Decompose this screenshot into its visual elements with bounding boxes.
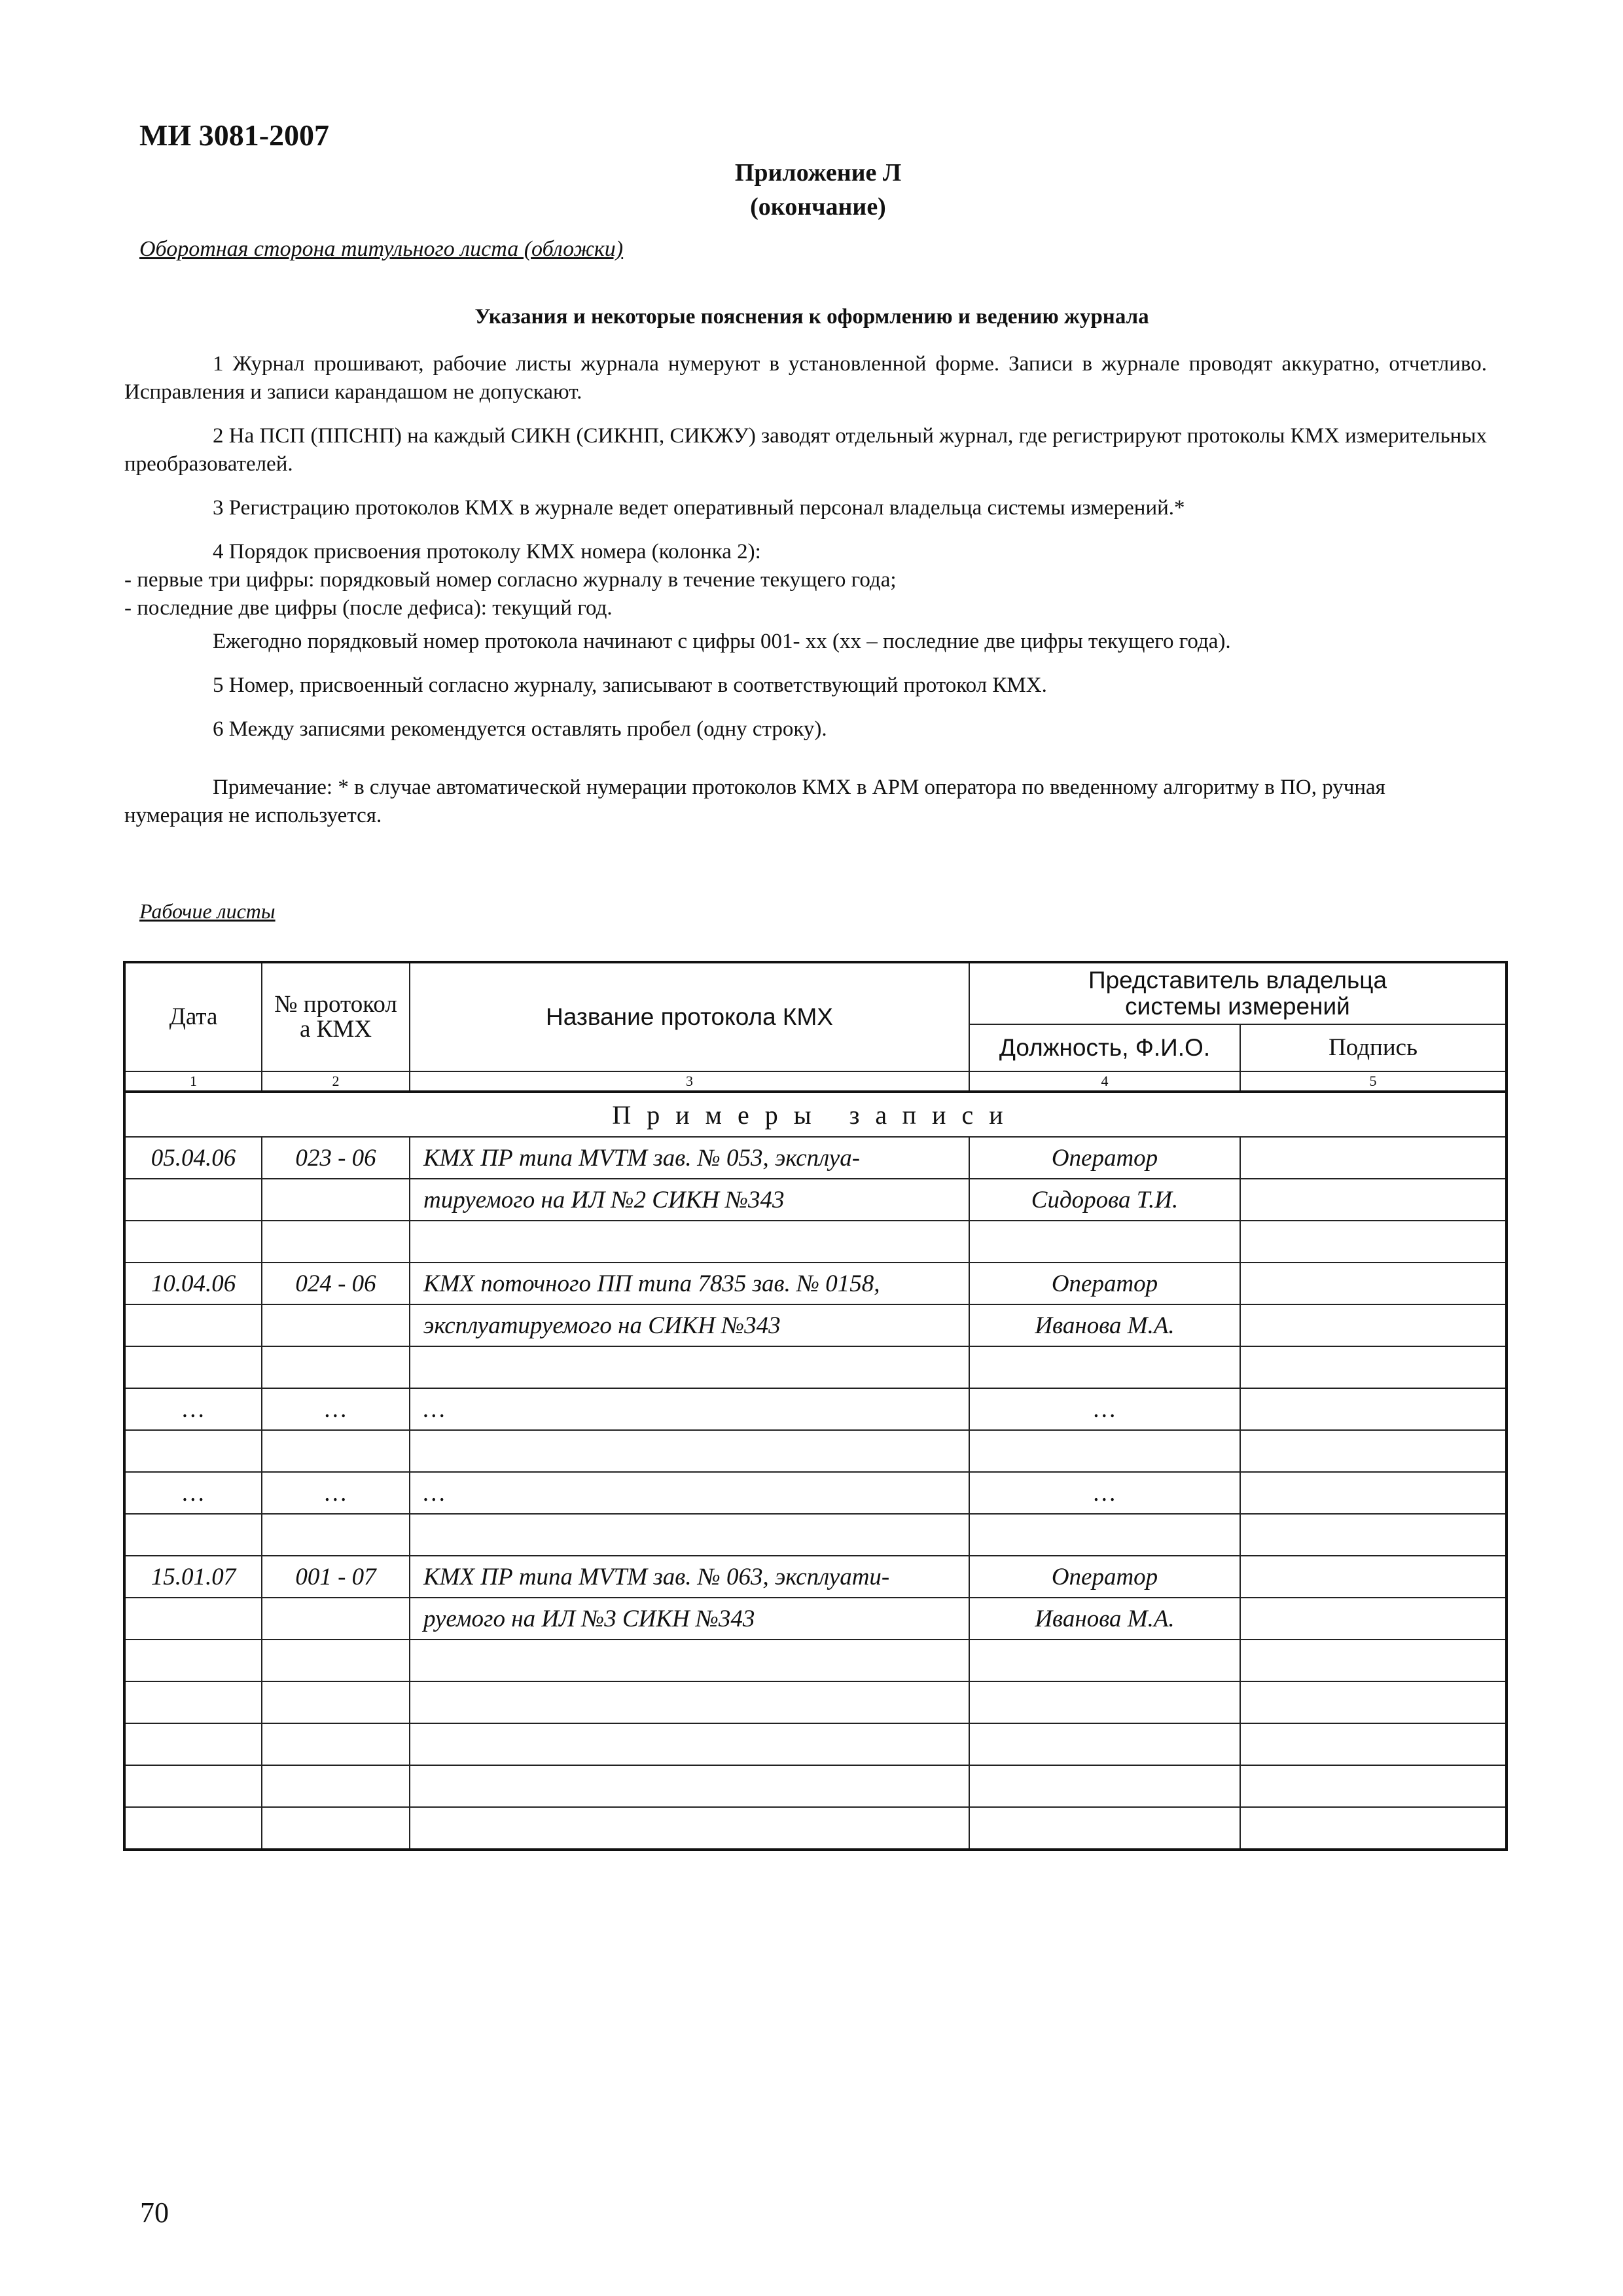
- table-row: [124, 1514, 1507, 1556]
- table-row: [124, 1765, 1507, 1807]
- cell-date: [124, 1179, 262, 1221]
- cell-protocol-name: КМХ ПР типа MVTM зав. № 063, эксплуати-: [410, 1556, 969, 1598]
- header-position-name: Должность, Ф.И.О.: [969, 1024, 1240, 1071]
- cell-protocol-name: [410, 1765, 969, 1807]
- cell-date: 05.04.06: [124, 1137, 262, 1179]
- cell-signature: [1240, 1388, 1507, 1430]
- column-number: 5: [1240, 1071, 1507, 1092]
- cell-date: 10.04.06: [124, 1263, 262, 1304]
- cell-protocol-number: [262, 1765, 410, 1807]
- cell-protocol-number: [262, 1430, 410, 1472]
- cell-date: [124, 1304, 262, 1346]
- cell-signature: [1240, 1263, 1507, 1304]
- cell-protocol-name: [410, 1681, 969, 1723]
- cell-protocol-number: 024 - 06: [262, 1263, 410, 1304]
- cell-protocol-number: [262, 1179, 410, 1221]
- column-number: 1: [124, 1071, 262, 1092]
- cell-signature: [1240, 1346, 1507, 1388]
- cell-protocol-name: руемого на ИЛ №3 СИКН №343: [410, 1598, 969, 1640]
- cell-protocol-name: [410, 1723, 969, 1765]
- cell-date: …: [124, 1388, 262, 1430]
- cell-position-name: …: [969, 1388, 1240, 1430]
- cell-signature: [1240, 1472, 1507, 1514]
- cell-protocol-name: [410, 1514, 969, 1556]
- column-number: 4: [969, 1071, 1240, 1092]
- cell-protocol-number: 023 - 06: [262, 1137, 410, 1179]
- cell-position-name: Иванова М.А.: [969, 1598, 1240, 1640]
- cell-signature: [1240, 1723, 1507, 1765]
- paragraph-4-item-1: - первые три цифры: порядковый номер согласно журналу в течение текущего года;: [124, 568, 897, 592]
- table-row: [124, 1430, 1507, 1472]
- cell-date: …: [124, 1472, 262, 1514]
- cell-position-name: Иванова М.А.: [969, 1304, 1240, 1346]
- table-row: [124, 1807, 1507, 1850]
- cell-signature: [1240, 1807, 1507, 1850]
- cell-signature: [1240, 1640, 1507, 1681]
- cell-signature: [1240, 1430, 1507, 1472]
- cell-protocol-name: [410, 1221, 969, 1263]
- cell-protocol-number: …: [262, 1472, 410, 1514]
- cell-protocol-number: [262, 1681, 410, 1723]
- header-signature: Подпись: [1240, 1024, 1507, 1071]
- cell-position-name: Сидорова Т.И.: [969, 1179, 1240, 1221]
- table-row: [124, 1263, 1507, 1304]
- cell-date: [124, 1514, 262, 1556]
- paragraph-6: 6 Между записями рекомендуется оставлять пробел (одну строку).: [213, 717, 827, 741]
- footnote: Примечание: * в случае автоматической нумерации протоколов КМХ в АРМ оператора по введенному алгоритму в ПО, ручная нумерация не используется.: [124, 776, 1385, 827]
- cell-position-name: …: [969, 1472, 1240, 1514]
- cell-protocol-name: эксплуатируемого на СИКН №343: [410, 1304, 969, 1346]
- cell-signature: [1240, 1221, 1507, 1263]
- cell-position-name: [969, 1640, 1240, 1681]
- cell-protocol-name: [410, 1640, 969, 1681]
- cell-protocol-name: [410, 1346, 969, 1388]
- cell-position-name: [969, 1681, 1240, 1723]
- paragraph-4-note: Ежегодно порядковый номер протокола начинают с цифры 001- xx (xx – последние две цифры текущего года).: [213, 630, 1231, 653]
- appendix-title: Приложение Л: [734, 159, 902, 187]
- header-protocol-number: № протокол а КМХ: [262, 962, 410, 1071]
- cell-protocol-name: …: [410, 1472, 969, 1514]
- instructions-body: [124, 350, 1487, 846]
- cell-position-name: [969, 1430, 1240, 1472]
- journal-rows: [124, 1137, 1507, 1850]
- cell-protocol-number: 001 - 07: [262, 1556, 410, 1598]
- cell-protocol-name: тируемого на ИЛ №2 СИКН №343: [410, 1179, 969, 1221]
- cell-signature: [1240, 1304, 1507, 1346]
- cell-date: [124, 1807, 262, 1850]
- cell-protocol-number: [262, 1723, 410, 1765]
- document-code: МИ 3081-2007: [139, 118, 330, 152]
- cell-protocol-number: [262, 1221, 410, 1263]
- table-row: [124, 1221, 1507, 1263]
- section-title: Указания и некоторые пояснения к оформлению и ведению журнала: [474, 305, 1149, 329]
- cell-protocol-name: [410, 1807, 969, 1850]
- table-row: [124, 1179, 1507, 1221]
- cell-date: [124, 1765, 262, 1807]
- cell-protocol-name: …: [410, 1388, 969, 1430]
- column-number-row: [124, 1071, 1507, 1092]
- cell-date: [124, 1598, 262, 1640]
- cell-signature: [1240, 1514, 1507, 1556]
- cell-position-name: [969, 1723, 1240, 1765]
- cell-protocol-number: [262, 1807, 410, 1850]
- cell-protocol-number: [262, 1304, 410, 1346]
- cell-position-name: Оператор: [969, 1556, 1240, 1598]
- cell-protocol-number: [262, 1640, 410, 1681]
- cell-date: 15.01.07: [124, 1556, 262, 1598]
- paragraph-4-intro: 4 Порядок присвоения протоколу КМХ номера (колонка 2):: [213, 540, 761, 564]
- cell-signature: [1240, 1765, 1507, 1807]
- table-row: [124, 1598, 1507, 1640]
- cell-position-name: Оператор: [969, 1263, 1240, 1304]
- cell-position-name: [969, 1765, 1240, 1807]
- cell-date: [124, 1640, 262, 1681]
- paragraph-3: 3 Регистрацию протоколов КМХ в журнале ведет оперативный персонал владельца системы измерений.*: [213, 496, 1185, 520]
- appendix-subtitle: (окончание): [750, 193, 886, 221]
- cell-date: [124, 1346, 262, 1388]
- table-row: [124, 1137, 1507, 1179]
- paragraph-4-item-2: - последние две цифры (после дефиса): текущий год.: [124, 596, 613, 620]
- table-row: [124, 1304, 1507, 1346]
- cell-protocol-number: [262, 1346, 410, 1388]
- examples-row: [124, 1092, 1507, 1137]
- cell-position-name: [969, 1221, 1240, 1263]
- table-row: [124, 1388, 1507, 1430]
- cell-signature: [1240, 1681, 1507, 1723]
- paragraph-1: 1 Журнал прошивают, рабочие листы журнала нумеруют в установленной форме. Записи в журнале проводят аккуратно, отчетливо. Исправления и записи карандашом не допускают.: [124, 352, 1487, 404]
- cell-protocol-number: [262, 1514, 410, 1556]
- appendix-heading: [720, 156, 916, 224]
- header-date: Дата: [124, 962, 262, 1071]
- cell-protocol-name: КМХ ПР типа MVTM зав. № 053, эксплуа-: [410, 1137, 969, 1179]
- cell-position-name: Оператор: [969, 1137, 1240, 1179]
- column-number: 2: [262, 1071, 410, 1092]
- paragraph-5: 5 Номер, присвоенный согласно журналу, записывают в соответствующий протокол КМХ.: [213, 673, 1047, 697]
- cell-position-name: [969, 1346, 1240, 1388]
- cell-date: [124, 1681, 262, 1723]
- cell-signature: [1240, 1598, 1507, 1640]
- table-row: [124, 1640, 1507, 1681]
- header-protocol-name: Название протокола КМХ: [410, 962, 969, 1071]
- cell-protocol-name: [410, 1430, 969, 1472]
- worksheets-label: Рабочие листы: [139, 899, 276, 923]
- cell-signature: [1240, 1556, 1507, 1598]
- table-row: [124, 1472, 1507, 1514]
- cell-signature: [1240, 1179, 1507, 1221]
- cell-protocol-name: КМХ поточного ПП типа 7835 зав. № 0158,: [410, 1263, 969, 1304]
- column-number: 3: [410, 1071, 969, 1092]
- cell-date: [124, 1221, 262, 1263]
- examples-label: Примеры записи: [124, 1092, 1507, 1137]
- cell-protocol-number: [262, 1598, 410, 1640]
- table-row: [124, 1681, 1507, 1723]
- cell-position-name: [969, 1807, 1240, 1850]
- cell-protocol-number: …: [262, 1388, 410, 1430]
- cell-date: [124, 1723, 262, 1765]
- table-row: [124, 1723, 1507, 1765]
- cell-signature: [1240, 1137, 1507, 1179]
- cell-position-name: [969, 1514, 1240, 1556]
- table-row: [124, 1346, 1507, 1388]
- paragraph-2: 2 На ПСП (ППСНП) на каждый СИКН (СИКНП, СИКЖУ) заводят отдельный журнал, где регистрируют протоколы КМХ измерительных преобразователей.: [124, 424, 1487, 476]
- page-number: 70: [140, 2197, 169, 2229]
- cell-date: [124, 1430, 262, 1472]
- cover-note: Оборотная сторона титульного листа (обложки): [139, 237, 624, 261]
- table-header-row: [124, 962, 1507, 1024]
- table-row: [124, 1556, 1507, 1598]
- header-owner-representative: Представитель владельца системы измерений: [969, 962, 1507, 1024]
- journal-table: [123, 961, 1508, 1851]
